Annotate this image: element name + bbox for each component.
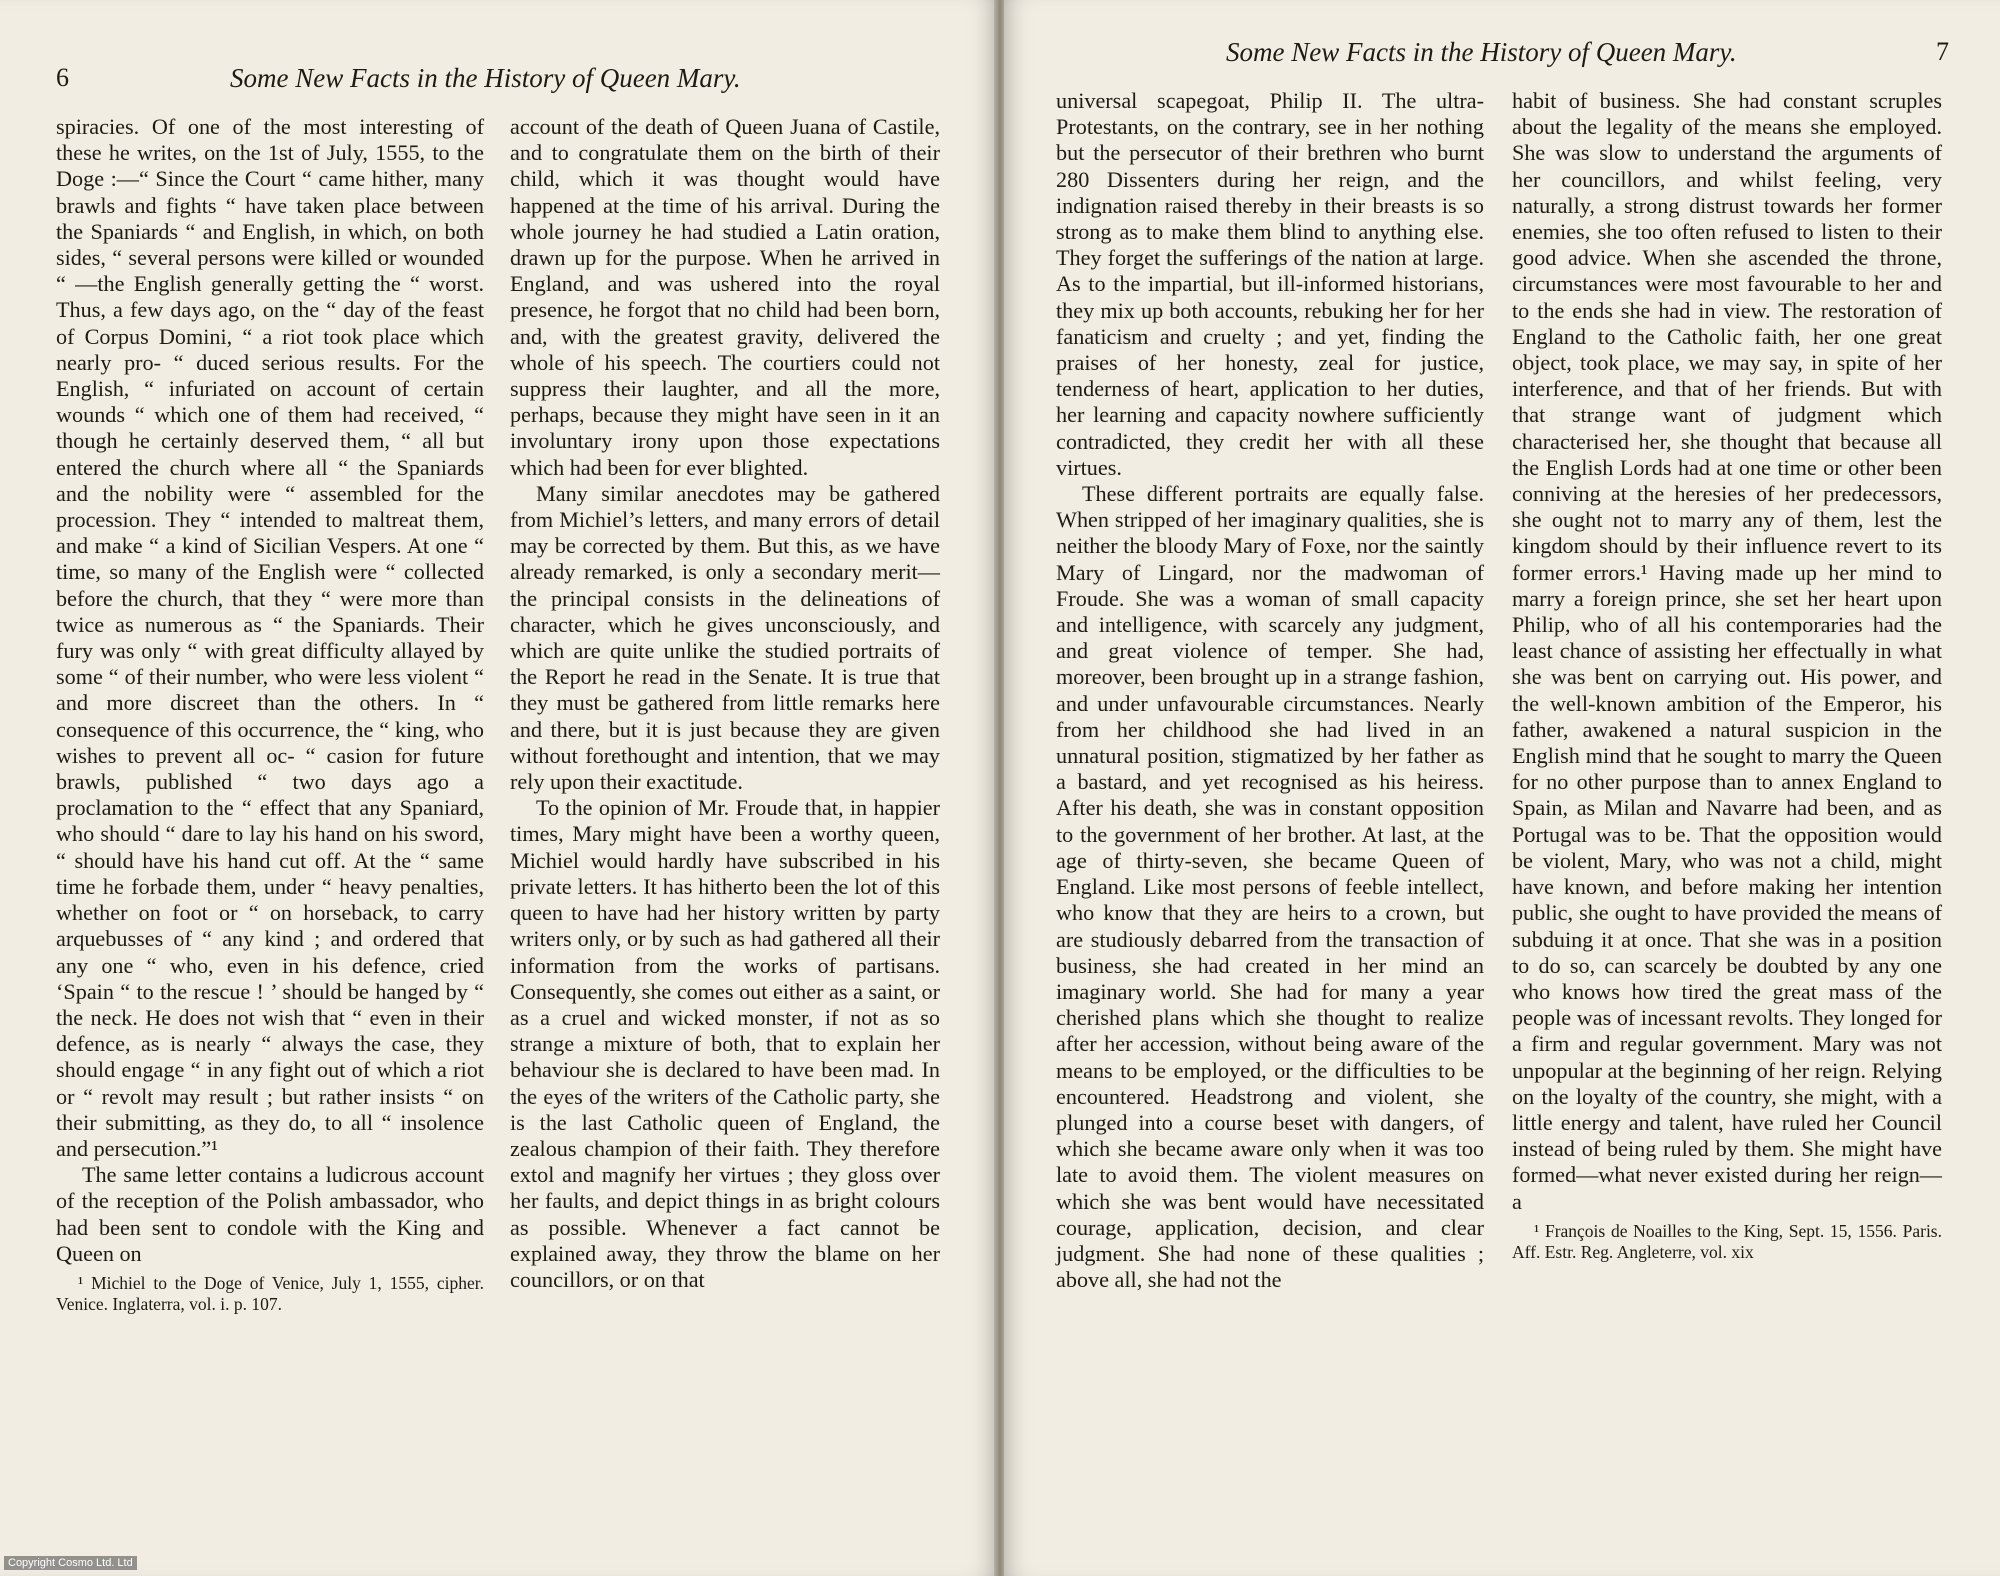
paragraph: To the opinion of Mr. Froude that, in happier times, Mary might have been a worthy queen, Michiel would hardly have subscribed in his private letters. It has hitherto been the lot of this queen to have had her history written by party writers only, or by such as had gathered all their information from the works of partisans. Consequently, she comes out either as a saint, or as a cruel and wicked monster, if not as so strange a mixture of both, that to explain her behaviour she is declared to have been mad. In the eyes of the writers of the Catholic party, she is the last Catholic queen of England, the zealous champion of their faith. They therefore extol and magnify her virtues ; they gloss over her faults, and depict things in as bright colours as possible. Whenever a fact cannot be explained away, they throw the blame on her councillors, or on that xyxy=(510,795,940,1292)
paragraph: Many similar anecdotes may be gathered from Michiel’s letters, and many errors of detail may be corrected by them. But this, as we have already remarked, is only a secondary merit—the principal consists in the delineations of character, which he gives unconsciously, and which are quite unlike the studied portraits of the Report he read in the Senate. It is true that they must be gathered from little remarks here and there, but it is just because they are given without forethought and intention, that we may rely upon their exactitude. xyxy=(510,480,940,795)
running-title: Some New Facts in the History of Queen Mary. xyxy=(1226,37,1737,67)
footnote xyxy=(1512,1221,1942,1263)
footnote xyxy=(56,1273,484,1315)
page-number: 7 xyxy=(1936,37,1949,66)
copyright-watermark: Copyright Cosmo Ltd. Ltd xyxy=(4,1556,137,1570)
footnote-text: ¹ François de Noailles to the King, Sept. 15, 1556. Paris. Aff. Estr. Reg. Angleterre, vol. xix xyxy=(1512,1220,1942,1262)
page-number: 6 xyxy=(56,63,69,92)
right-page-column-2 xyxy=(1512,88,1942,1263)
left-page-column-2 xyxy=(510,114,940,1293)
paragraph: spiracies. Of one of the most interesting of these he writes, on the 1st of July, 1555, to the Doge :—“ Since the Court “ came hither, many brawls and fights “ have taken place between the Spaniards “ and English, in which, on both sides, “ several persons were killed or wounded “ —the English generally getting the “ worst. Thus, a few days ago, on the “ day of the feast of Corpus Domini, “ a riot took place which nearly pro- “ duced serious results. For the English, “ infuriated on account of certain wounds “ which one of them had received, “ though he certainly deserved them, “ all but entered the church where all “ the Spaniards and the nobility were “ assembled for the procession. They “ intended to maltreat them, and make “ a kind of Sicilian Vespers. At one “ time, so many of the English were “ collected before the church, that they “ were more than twice as numerous as “ the Spaniards. Their fury was only “ with great difficulty allayed by some “ of their number, who were less violent “ and more discreet than the others. In “ consequence of this occurrence, the “ king, who wishes to prevent all oc- “ casion for future brawls, published “ two days ago a proclamation to the “ effect that any Spaniard, who should “ dare to lay his hand on his sword, “ should have his hand cut off. At the “ same time he forbade them, under “ heavy penalties, whether on foot or “ on horseback, to carry arquebusses of “ any kind ; and ordered that any one “ who, even in his defence, cried ‘Spain “ to the rescue ! ’ should be hanged by “ the neck. He does not wish that “ even in their defence, as is nearly “ always the case, they should engage “ in any fight out of which a riot or “ revolt may result ; but rather insists “ on their submitting, as they do, to all “ insolence and persecution.”¹ xyxy=(56,114,484,1161)
left-page-header xyxy=(56,58,796,98)
paragraph: universal scapegoat, Philip II. The ultra-Protestants, on the contrary, see in her nothing but the persecutor of their brethren who burnt 280 Dissenters during her reign, and the indignation raised thereby in their breasts is so strong as to make them blind to anything else. They forget the sufferings of the nation at large. As to the impartial, but ill-informed historians, they mix up both accounts, rebuking her for her fanaticism and cruelty ; and yet, finding the praises of her honesty, zeal for justice, tenderness of heart, application to her duties, her learning and capacity nowhere sufficiently contradicted, they credit her with all these virtues. xyxy=(1056,88,1484,480)
paragraph: These different portraits are equally false. When stripped of her imaginary qualities, she is neither the bloody Mary of Foxe, nor the saintly Mary of Lingard, nor the madwoman of Froude. She was a woman of small capacity and intelligence, with scarcely any judgment, and great violence of temper. She had, moreover, been brought up in a strange fashion, and under unfavourable circumstances. Nearly from her childhood she had lived in an unnatural position, stigmatized by her father as a bastard, and yet recognised as his heiress. After his death, she was in constant opposition to the government of her brother. At last, at the age of thirty-seven, she became Queen of England. Like most persons of feeble intellect, who know that they are heirs to a crown, but are studiously debarred from the transaction of business, she had created in her mind an imaginary world. She had for many a year cherished plans which she thought to realize after her accession, without being aware of the means to be employed, or the difficulties to be encountered. Headstrong and violent, she plunged into a course beset with dangers, of which she became aware only when it was too late to avoid them. The violent measures on which she was bent would have necessitated courage, application, decision, and clear judgment. She had none of these qualities ; above all, she had not the xyxy=(1056,481,1484,1293)
paragraph: habit of business. She had constant scruples about the legality of the means she employed. She was slow to understand the arguments of her councillors, and whilst feeling, very naturally, a strong distrust towards her former enemies, she too often refused to listen to their good advice. When she ascended the throne, circumstances were most favourable to her and to the ends she had in view. The restoration of England to the Catholic faith, her one great object, took place, we may say, in spite of her interference, and that of her friends. But with that strange want of judgment which characterised her, she thought that because all the English Lords had at one time or other been conniving at the heresies of her predecessors, she ought not to marry any of them, lest the kingdom should by their influence revert to its former errors.¹ Having made up her mind to marry a foreign prince, she set her heart upon Philip, who of all his contemporaries had the least chance of assisting her effectually in what she was bent on carrying out. His power, and the well-known ambition of the Emperor, his father, awakened a natural suspicion in the English mind that he sought to marry the Queen for no other purpose than to annex England to Spain, as Milan and Navarre had been, and as Portugal was to be. That the opposition would be violent, Mary, who was not a child, might have known, and before making her intention public, she ought to have provided the means of subduing it at once. That she was in a position to do so, can scarcely be doubted by any one who knows how tired the great mass of the people was of incessant revolts. They longed for a firm and regular government. Mary was not unpopular at the beginning of her reign. Relying on the loyalty of the country, she might, with a little energy and talent, have ruled her Council instead of being ruled by them. She might have formed—what never existed during her reign—a xyxy=(1512,88,1942,1214)
running-title: Some New Facts in the History of Queen Mary. xyxy=(230,63,741,93)
right-page-column-1 xyxy=(1056,88,1484,1293)
left-page-column-1 xyxy=(56,114,484,1315)
left-page xyxy=(0,0,996,1576)
right-page xyxy=(1004,0,2000,1576)
paragraph: The same letter contains a ludicrous account of the reception of the Polish ambassador, who had been sent to condole with the King and Queen on xyxy=(56,1162,484,1266)
footnote-text: ¹ Michiel to the Doge of Venice, July 1, 1555, cipher. Venice. Inglaterra, vol. i. p. 107. xyxy=(56,1272,484,1314)
paragraph: account of the death of Queen Juana of Castile, and to congratulate them on the birth of their child, which it was thought would have happened at the time of his arrival. During the whole journey he had studied a Latin oration, drawn up for the purpose. When he arrived in England, and was ushered into the royal presence, he forgot that no child had been born, and, with the greatest gravity, delivered the whole of his speech. The courtiers could not suppress their laughter, and all the more, perhaps, because they might have seen in it an involuntary irony upon those expectations which had been for ever blighted. xyxy=(510,114,940,480)
